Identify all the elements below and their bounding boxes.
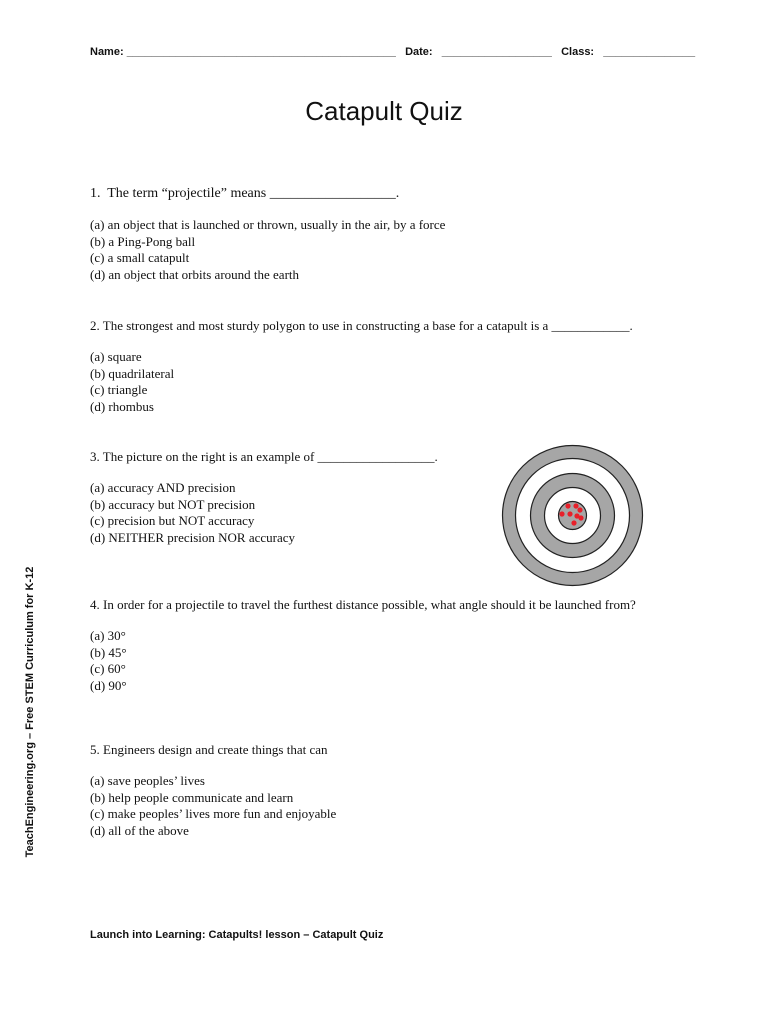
question-stem: 5. Engineers design and create things that can (90, 742, 328, 757)
option-a: (a) square (90, 349, 142, 365)
option-d: (d) NEITHER precision NOR accuracy (90, 529, 296, 545)
side-credit-text: TeachEngineering.org – Free STEM Curriculum for K-12 (24, 566, 36, 858)
option-c: (c) make peoples’ lives more fun and enjoyable (90, 806, 337, 822)
hit-dot (578, 515, 583, 520)
option-b: (b) 45° (90, 644, 127, 660)
class-label: Class: (561, 46, 595, 58)
question-options (90, 349, 633, 415)
option-d: (d) an object that orbits around the earth (90, 266, 300, 282)
option-b: (b) help people communicate and learn (90, 789, 294, 805)
date-blank: __________________ (441, 46, 552, 58)
question-options (90, 773, 336, 839)
hit-dot (577, 507, 582, 512)
class-blank: _______________ (603, 46, 696, 58)
hit-dot (571, 520, 576, 525)
target-image (500, 443, 645, 588)
question-options (90, 480, 438, 546)
question-stem: 3. The picture on the right is an example of __________________. (90, 449, 438, 464)
option-c: (c) 60° (90, 661, 126, 677)
page-title: Catapult Quiz (305, 96, 463, 126)
question-stem: 4. In order for a projectile to travel the furthest distance possible, what angle should it be launched from? (90, 597, 636, 612)
hit-dot (567, 511, 572, 516)
option-b: (b) quadrilateral (90, 365, 175, 381)
option-a: (a) an object that is launched or thrown, usually in the air, by a force (90, 217, 446, 233)
option-a: (a) accuracy AND precision (90, 480, 236, 496)
question-2 (90, 318, 633, 415)
date-label: Date: (405, 46, 433, 58)
question-stem: 1. The term “projectile” means __________________. (90, 186, 400, 201)
hit-dot (559, 511, 564, 516)
option-c: (c) triangle (90, 382, 148, 398)
name-blank: ____________________________________________ (126, 46, 396, 58)
question-options (90, 217, 445, 283)
name-label: Name: (90, 46, 124, 58)
hit-dot (573, 503, 578, 508)
option-b: (b) accuracy but NOT precision (90, 496, 256, 512)
question-5 (90, 742, 336, 839)
hit-dot (565, 503, 570, 508)
question-1 (90, 186, 445, 283)
page-footer: Launch into Learning: Catapults! lesson – Catapult Quiz (90, 929, 384, 941)
option-d: (d) rhombus (90, 398, 154, 414)
option-c: (c) precision but NOT accuracy (90, 513, 255, 529)
header-fields (90, 46, 696, 58)
question-4 (90, 597, 636, 694)
question-options (90, 628, 636, 694)
option-a: (a) save peoples’ lives (90, 773, 205, 789)
option-b: (b) a Ping-Pong ball (90, 233, 196, 249)
question-stem: 2. The strongest and most sturdy polygon to use in constructing a base for a catapult is a ____________. (90, 318, 633, 333)
option-d: (d) all of the above (90, 822, 189, 838)
question-3 (90, 449, 438, 546)
option-a: (a) 30° (90, 628, 126, 644)
option-c: (c) a small catapult (90, 250, 190, 266)
option-d: (d) 90° (90, 677, 127, 693)
